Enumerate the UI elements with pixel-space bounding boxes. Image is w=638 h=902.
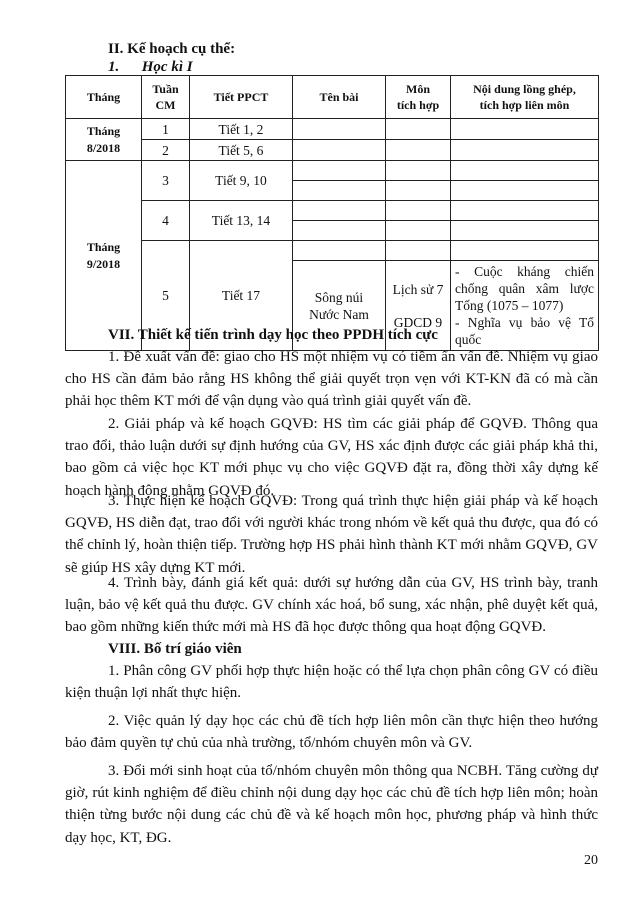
- period-cell: Tiết 13, 14: [190, 201, 293, 241]
- month-cell-8: [66, 119, 142, 161]
- table-row: [66, 140, 599, 161]
- lesson-title-line2: Nước Nam: [309, 306, 369, 322]
- section-8-title: VIII. Bố trí giáo viên: [108, 641, 242, 657]
- header-tuan: [142, 76, 190, 119]
- month-9-line2: 9/2018: [86, 256, 121, 271]
- content-item-war: - Cuộc kháng chiến chống quân xâm lược Tống (1075 – 1077): [455, 264, 594, 313]
- empty-cell: [293, 119, 386, 140]
- period-cell: Tiết 5, 6: [190, 140, 293, 161]
- header-tiet: Tiết PPCT: [190, 76, 293, 119]
- table-row: [66, 119, 599, 140]
- header-tuan-line2: CM: [155, 98, 176, 112]
- section-7-title: VII. Thiết kế tiến trình dạy học theo PPDH tích cực: [108, 327, 438, 343]
- section-8-paragraph-2: 2. Việc quản lý dạy học các chủ đề tích hợp liên môn cần thực hiện theo hướng bảo đảm quyền tự chủ của nhà trường, tổ/nhóm chuyên môn và GV.: [65, 713, 598, 752]
- header-mon-line2: tích hợp: [396, 98, 440, 112]
- month-8-line1: Tháng: [86, 123, 121, 138]
- empty-cell: [451, 181, 599, 201]
- subject-history: Lịch sử 7: [392, 281, 444, 297]
- integration-content-cell: [451, 261, 599, 351]
- header-ten-bai: Tên bài: [293, 76, 386, 119]
- empty-cell: [293, 140, 386, 161]
- subheading-semester: 1. Học kì I: [108, 59, 193, 75]
- empty-cell: [386, 221, 451, 241]
- header-noi-dung: [451, 76, 599, 119]
- section-8-paragraph-3: 3. Đổi mới sinh hoạt của tổ/nhóm chuyên môn thông qua NCBH. Tăng cường dự giờ, rút kinh nghiệm để điều chỉnh nội dung dạy học các chủ đề tích hợp liên môn; hoàn thiện từng bước nội dung các chủ đề và kế hoạch môn học, phương pháp và hình thức dạy học, KT, ĐG.: [65, 763, 598, 846]
- empty-cell: [451, 221, 599, 241]
- empty-cell: [386, 140, 451, 161]
- section-7-paragraph-3: 3. Thực hiện kế hoạch GQVĐ: Trong quá trình thực hiện giải pháp và kế hoạch GQVĐ, HS diễn đạt, trao đổi với người khác trong nhóm về kết quả thu được, qua đó có thể chỉnh lý, hoàn thiện tiếp. Trường hợp HS phải hình thành KT mới nhằm GQVĐ, GV sẽ giúp HS xây dựng KT mới.: [65, 493, 598, 576]
- empty-cell: [293, 241, 386, 261]
- header-mon: [386, 76, 451, 119]
- month-9-line1: Tháng: [86, 239, 121, 254]
- week-cell: 3: [142, 161, 190, 201]
- section-8-paragraph-1: 1. Phân công GV phối hợp thực hiện hoặc có thể lựa chọn phân công GV có điều kiện thuận lợi nhất thực hiện.: [65, 663, 598, 702]
- table-row: [66, 201, 599, 221]
- period-cell: Tiết 17: [190, 241, 293, 351]
- header-thang: Tháng: [66, 76, 142, 119]
- header-tuan-line1: Tuần: [152, 82, 179, 96]
- empty-cell: [293, 161, 386, 181]
- subject-civics: GDCD 9: [393, 314, 443, 330]
- table-row: [66, 161, 599, 181]
- empty-cell: [451, 241, 599, 261]
- month-8-line2: 8/2018: [86, 140, 121, 155]
- header-noidung-line1: Nội dung lồng ghép,: [473, 82, 576, 96]
- empty-cell: [293, 221, 386, 241]
- table-header-row: [66, 76, 599, 119]
- header-noidung-line2: tích hợp liên môn: [479, 98, 570, 112]
- section-7-paragraph-4: 4. Trình bày, đánh giá kết quả: dưới sự hướng dẫn của GV, HS trình bày, tranh luận, bảo vệ kết quả thu được. GV chính xác hoá, bổ sung, xác nhận, phê duyệt kết quả, bao gồm những kiến thức mới mà HS đã học được thông qua hoạt động GQVĐ.: [65, 575, 598, 636]
- week-cell: 4: [142, 201, 190, 241]
- table-row: [66, 241, 599, 261]
- empty-cell: [386, 161, 451, 181]
- plan-table: [65, 75, 599, 351]
- month-cell-9: [66, 161, 142, 351]
- period-cell: Tiết 9, 10: [190, 161, 293, 201]
- empty-cell: [386, 181, 451, 201]
- section-7-paragraph-2: 2. Giải pháp và kế hoạch GQVĐ: HS tìm các giải pháp để GQVĐ. Thông qua trao đổi, thảo luận dưới sự định hướng của GV, HS xác định được các giải pháp khả thi, bao gồm cả việc học KT mới phục vụ cho việc GQVĐ đặt ra, đồng thời xây dựng kế hoạch hành động nhằm GQVĐ đó.: [65, 416, 598, 499]
- week-cell: 5: [142, 241, 190, 351]
- empty-cell: [451, 119, 599, 140]
- empty-cell: [293, 201, 386, 221]
- empty-cell: [386, 201, 451, 221]
- page-number: 20: [584, 853, 598, 868]
- lesson-title-line1: Sông núi: [314, 289, 364, 305]
- section-heading-plan: II. Kế hoạch cụ thể:: [108, 41, 236, 57]
- week-cell: 2: [142, 140, 190, 161]
- period-cell: Tiết 1, 2: [190, 119, 293, 140]
- week-cell: 1: [142, 119, 190, 140]
- empty-cell: [451, 140, 599, 161]
- content-item-duty: - Nghĩa vụ bảo vệ Tổ quốc: [455, 315, 594, 347]
- empty-cell: [451, 161, 599, 181]
- empty-cell: [293, 181, 386, 201]
- empty-cell: [386, 119, 451, 140]
- empty-cell: [451, 201, 599, 221]
- section-7-paragraph-1: 1. Đề xuất vấn đề: giao cho HS một nhiệm vụ có tiềm ẩn vấn đề. Nhiệm vụ giao cho HS cần đảm bảo rằng HS không thể giải quyết trọn vẹn với KT-KN đã có mà cần phải học thêm KT mới để vận dụng vào quá trình giải quyết vấn đề.: [65, 349, 598, 410]
- empty-cell: [386, 241, 451, 261]
- header-mon-line1: Môn: [406, 82, 430, 96]
